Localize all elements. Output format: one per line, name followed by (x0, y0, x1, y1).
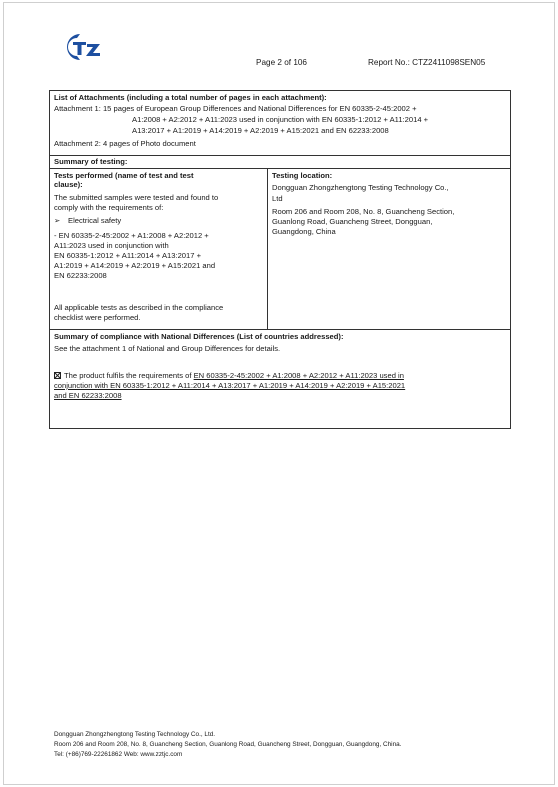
location-company-2: Ltd (272, 194, 283, 203)
attachments-title: List of Attachments (including a total number of pages in each attachment): (54, 93, 327, 102)
location-address-3: Guangdong, China (272, 227, 336, 236)
footer-address: Room 206 and Room 208, No. 8, Guancheng Section, Guanlong Road, Guancheng Street, Dongguan, Guangdong, China. (54, 741, 402, 748)
tests-text-2: comply with the requirements of: (54, 203, 164, 212)
tests-performed-title-2: clause): (54, 180, 83, 189)
location-company-1: Dongguan Zhongzhengtong Testing Technology Co., (272, 183, 449, 192)
compliance-note-1: All applicable tests as described in the compliance (54, 303, 224, 312)
testing-location-title: Testing location: (272, 171, 333, 180)
location-address-2: Guanlong Road, Guancheng Street, Dongguan, (272, 217, 433, 226)
logo-text: CTZ (82, 63, 84, 64)
footer-company: Dongguan Zhongzhengtong Testing Technology Co., Ltd. (54, 731, 216, 738)
fulfils-line-2: conjunction with EN 60335-1:2012 + A11:2014 + A13:2017 + A1:2019 + A14:2019 + A2:2019 + A15:2021 (54, 381, 406, 390)
national-differences-see: See the attachment 1 of National and Group Differences for details. (54, 344, 281, 353)
standard-line-4: A1:2019 + A14:2019 + A2:2019 + A15:2021 and (54, 261, 216, 270)
national-differences-section (50, 330, 510, 428)
bullet-electrical-safety: Electrical safety (68, 216, 122, 225)
fulfils-standard-1: EN 60335-2-45:2002 + A1:2008 + A2:2012 + A11:2023 used in (193, 371, 404, 380)
footer-contact: Tel: (+86)769-22261862 Web: www.zztjc.com (54, 751, 183, 758)
page-number: Page 2 of 106 (256, 58, 307, 67)
attachment-1-line1: Attachment 1: 15 pages of European Group Differences and National Differences for EN 60335-2-45:2002 + (54, 104, 417, 113)
standard-line-2: A11:2023 used in conjunction with (54, 241, 169, 250)
ctz-logo (62, 30, 108, 64)
bullet-arrow-icon: ➢ (54, 216, 61, 225)
standard-line-3: EN 60335-1:2012 + A11:2014 + A13:2017 + (54, 251, 202, 260)
location-address-1: Room 206 and Room 208, No. 8, Guancheng Section, (272, 207, 455, 216)
attachment-1-line2: A1:2008 + A2:2012 + A11:2023 used in conjunction with EN 60335-1:2012 + A11:2014 + (132, 115, 429, 124)
national-differences-title: Summary of compliance with National Differences (List of countries addressed): (54, 332, 344, 341)
fulfils-prefix: The product fulfils the requirements of (64, 371, 194, 380)
fulfils-line-3: and EN 62233:2008 (54, 391, 122, 400)
summary-table (49, 90, 511, 429)
attachment-1-line3: A13:2017 + A1:2019 + A14:2019 + A2:2019 + A15:2021 and EN 62233:2008 (132, 126, 389, 135)
summary-testing-title: Summary of testing: (54, 157, 128, 166)
standard-line-1: - EN 60335-2-45:2002 + A1:2008 + A2:2012 + (54, 231, 209, 240)
standard-line-5: EN 62233:2008 (54, 271, 107, 280)
compliance-note-2: checklist were performed. (54, 313, 141, 322)
report-number: Report No.: CTZ2411098SEN05 (368, 58, 486, 67)
attachments-section (50, 91, 510, 156)
summary-testing-section (50, 156, 510, 169)
tests-text-1: The submitted samples were tested and found to (54, 193, 219, 202)
tests-section (50, 169, 510, 330)
tests-performed-title-1: Tests performed (name of test and test (54, 171, 194, 180)
column-divider (267, 169, 268, 330)
checked-checkbox-icon (54, 372, 61, 379)
attachment-2-line: Attachment 2: 4 pages of Photo document (54, 139, 196, 148)
fulfils-line-1 (54, 371, 404, 380)
page-footer (54, 730, 401, 760)
